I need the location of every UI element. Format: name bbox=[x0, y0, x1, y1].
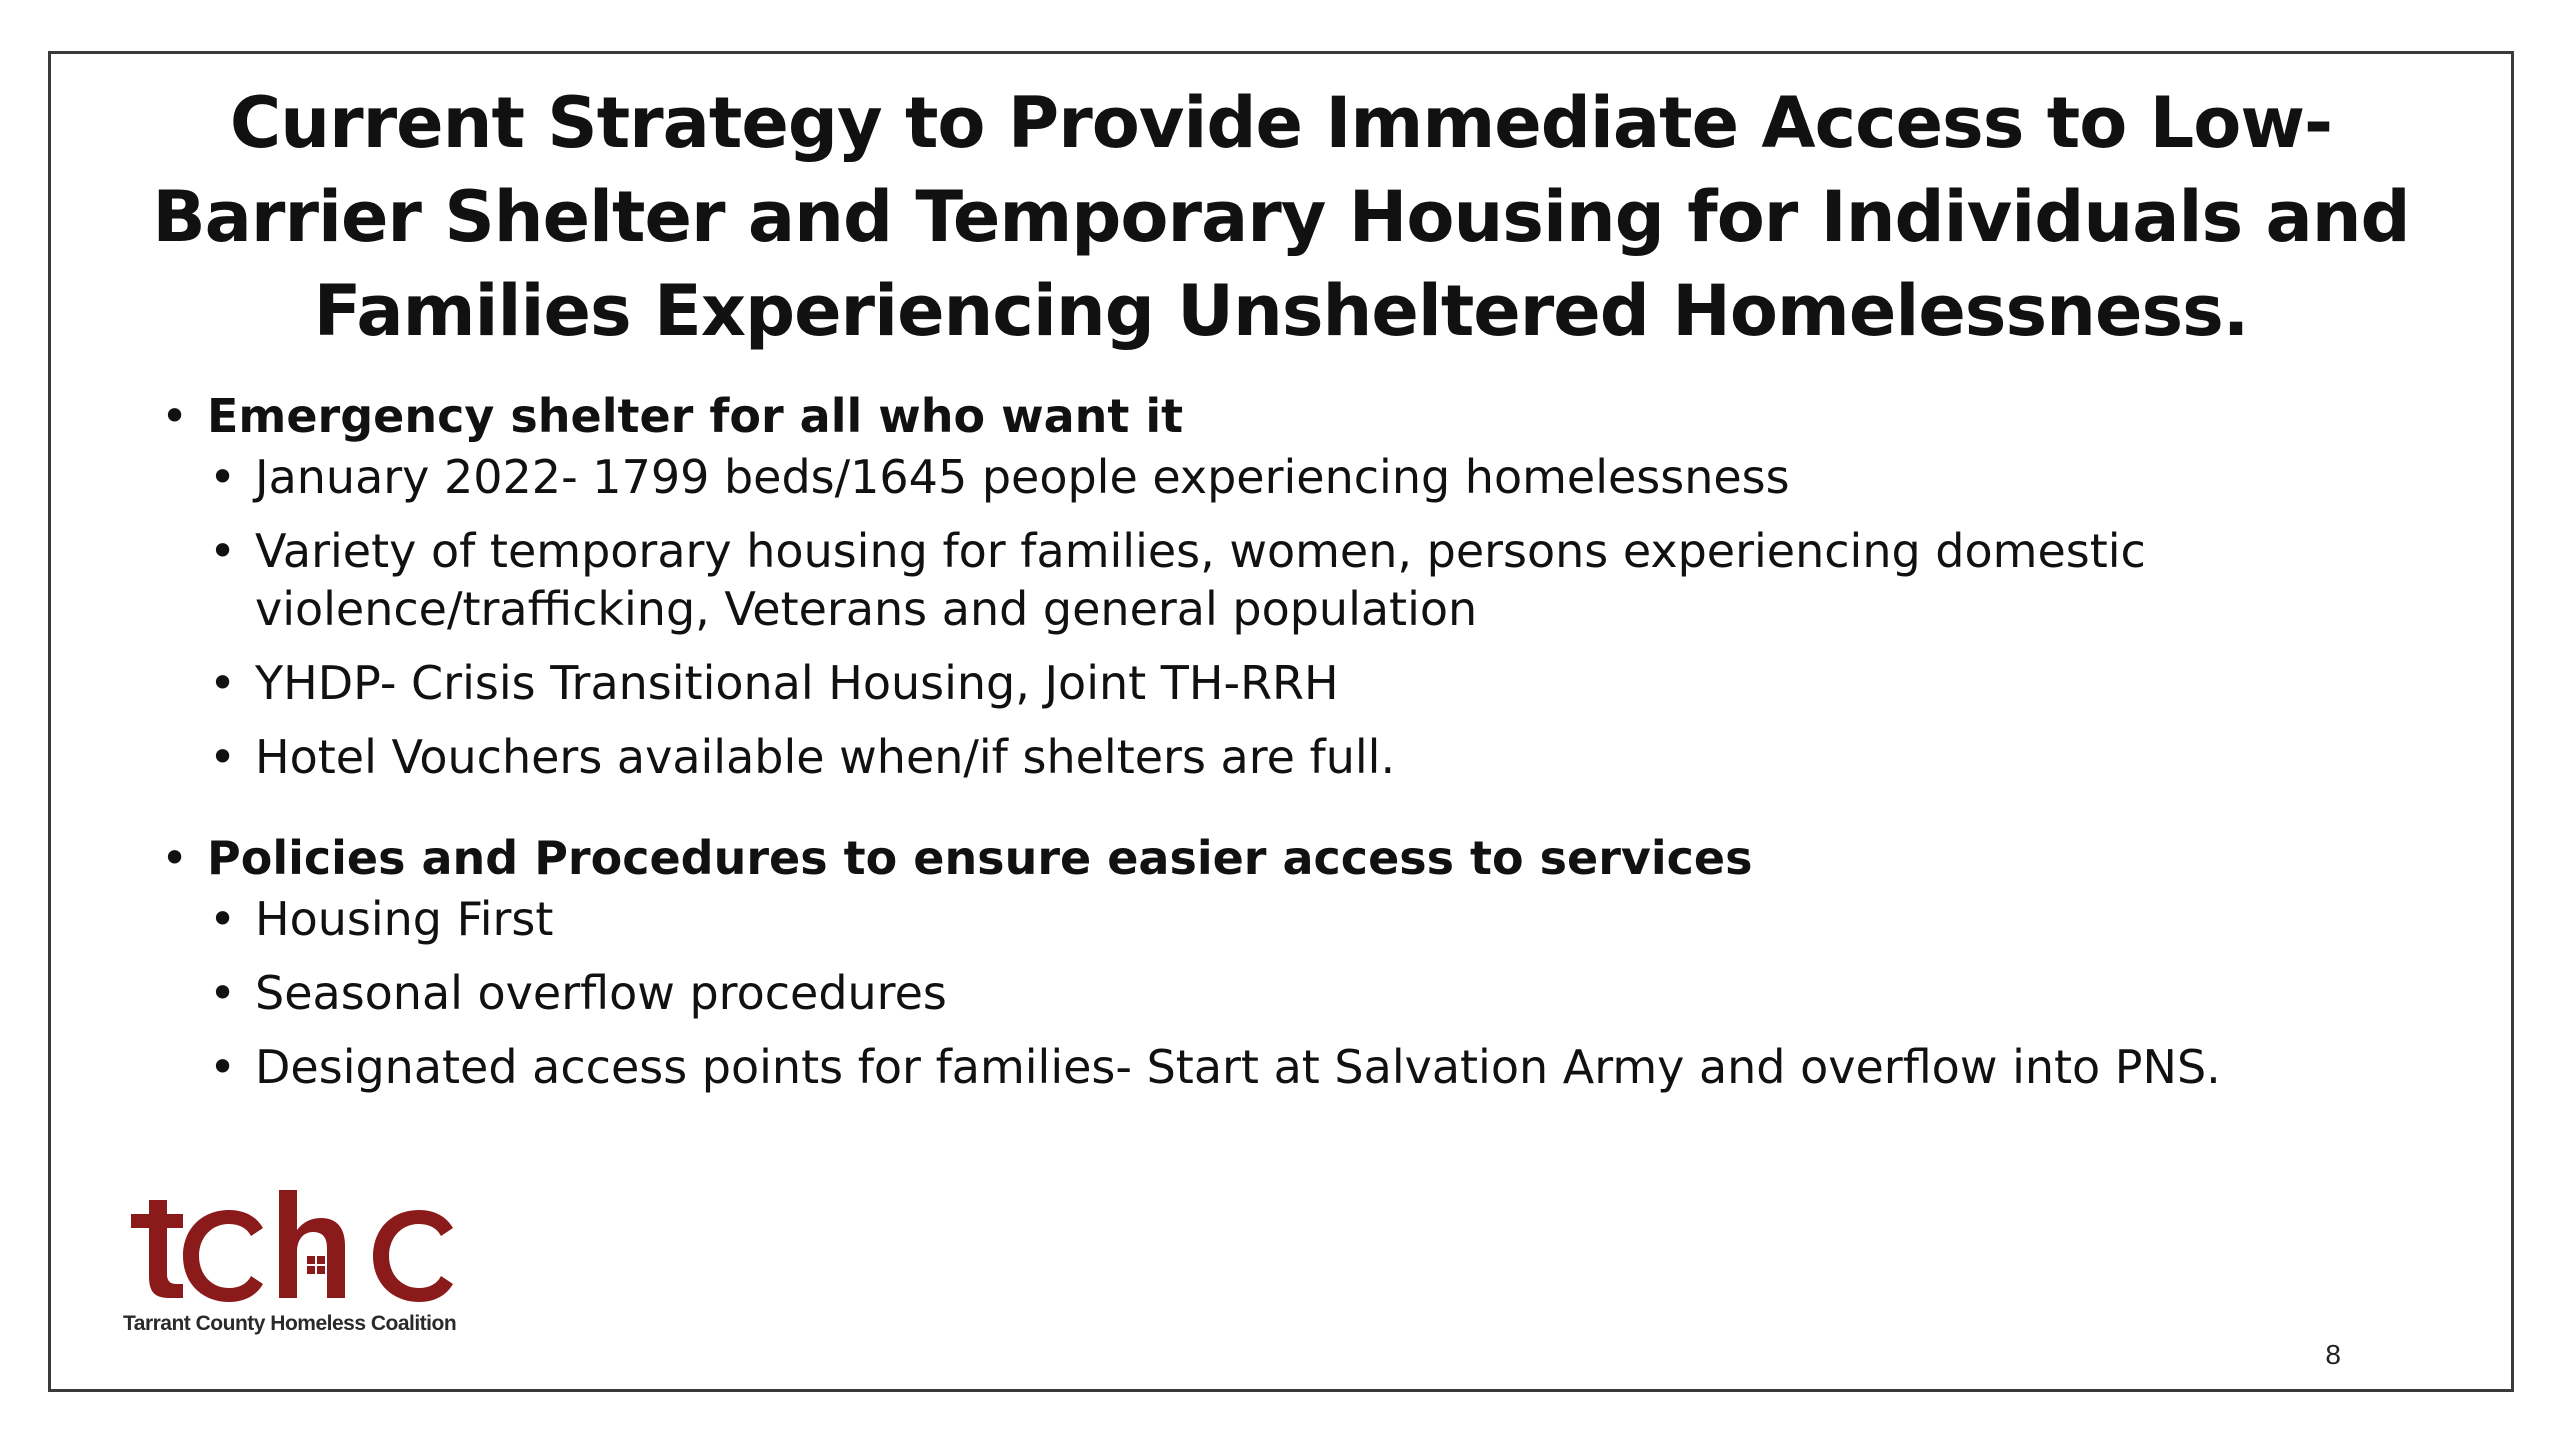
slide bbox=[48, 51, 2514, 1392]
bullet-item: • YHDP- Crisis Transitional Housing, Joint TH-RRH bbox=[209, 654, 2411, 712]
title-line-2: Barrier Shelter and Temporary Housing for Individuals and bbox=[152, 176, 2410, 258]
bullet-item: • Seasonal overflow procedures bbox=[209, 964, 2411, 1022]
bullet-item: • Designated access points for families- Start at Salvation Army and overflow into PNS. bbox=[209, 1038, 2411, 1096]
bullet-content bbox=[161, 384, 2411, 1096]
page-number: 8 bbox=[2325, 1339, 2341, 1370]
section-heading: • Policies and Procedures to ensure easier access to services bbox=[161, 826, 2411, 890]
section-emergency-shelter bbox=[161, 384, 2411, 786]
title-line-1: Current Strategy to Provide Immediate Access to Low- bbox=[229, 82, 2333, 164]
bullet-item: • Variety of temporary housing for families, women, persons experiencing domestic violence/trafficking, Veterans and general population bbox=[209, 522, 2205, 638]
bullet-item: • Housing First bbox=[209, 890, 2411, 948]
logo-subtitle: Tarrant County Homeless Coalition bbox=[123, 1312, 457, 1335]
bullet-item: • January 2022- 1799 beds/1645 people experiencing homelessness bbox=[209, 448, 2411, 506]
tchc-wordmark bbox=[111, 1184, 471, 1312]
bullet-item: • Hotel Vouchers available when/if shelters are full. bbox=[209, 728, 2411, 786]
section-policies bbox=[161, 826, 2411, 1096]
title-line-3: Families Experiencing Unsheltered Homelessness. bbox=[313, 270, 2249, 352]
slide-title bbox=[51, 76, 2511, 358]
section-heading: • Emergency shelter for all who want it bbox=[161, 384, 2411, 448]
tchc-logo bbox=[111, 1184, 471, 1334]
